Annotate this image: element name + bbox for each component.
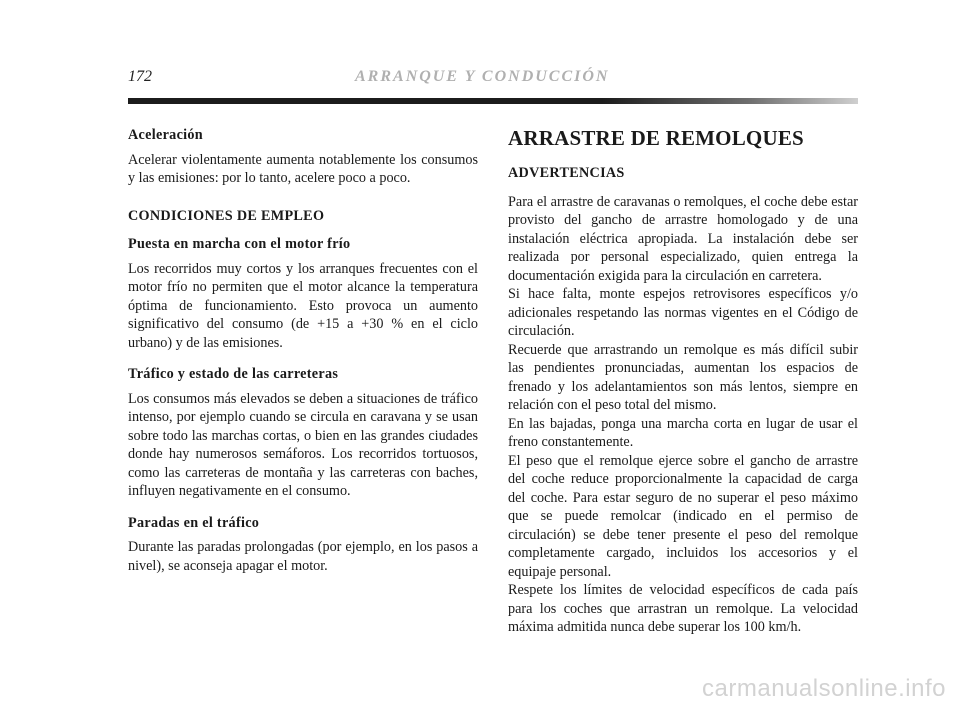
motor-frio-text: Los recorridos muy cortos y los arranques frecuentes con el motor frío no permiten que el motor alcance la temperatura óptima de funcionamiento. Esto provoca un aumento significativo del consumo (de +15 a +30 % en el ciclo urbano) y de las emisiones. xyxy=(128,260,478,351)
header-rule xyxy=(128,98,858,104)
paradas-heading: Paradas en el tráfico xyxy=(128,514,260,531)
paragraph: En las bajadas, ponga una marcha corta en lugar de usar el freno constantemente. xyxy=(508,415,858,450)
section-title: ARRASTRE DE REMOLQUES xyxy=(508,126,804,150)
paragraph: Si hace falta, monte espejos retrovisores específicos y/o adicionales respetando las normas vigentes en el Código de circulación. xyxy=(508,286,858,339)
left-column xyxy=(128,126,478,575)
aceleracion-heading: Aceleración xyxy=(128,127,203,143)
page-number: 172 xyxy=(128,68,152,85)
running-head: ARRANQUE Y CONDUCCIÓN xyxy=(355,68,610,85)
aceleracion-text: Acelerar violentamente aumenta notablemente los consumos y las emisiones: por lo tanto, acelere poco a poco. xyxy=(128,151,478,186)
watermark: carmanualsonline.info xyxy=(702,675,946,702)
right-column xyxy=(508,126,858,637)
paradas-text: Durante las paradas prolongadas (por ejemplo, en los pasos a nivel), se aconseja apagar el motor. xyxy=(128,539,478,574)
paragraph: Recuerde que arrastrando un remolque es más difícil subir las pendientes pronunciadas, aumentan los espacios de frenado y los adelantamientos son más lentos, siempre en relación con el peso total del mismo. xyxy=(508,341,858,413)
trafico-heading: Tráfico y estado de las carreteras xyxy=(128,366,339,382)
trafico-text: Los consumos más elevados se deben a situaciones de tráfico intenso, por ejemplo cuando se circula en caravana y se usan sobre todo las marchas cortas, o bien en las grandes ciudades donde hay numerosos semáforos. Los recorridos tortuosos, como las carreteras de montaña y las carreteras con baches, influyen negativamente en el consumo. xyxy=(128,390,478,499)
paragraph: Para el arrastre de caravanas o remolques, el coche debe estar provisto del gancho de arrastre homologado y de una instalación eléctrica apropiada. La instalación debe ser realizada por personal especializado, quien entrega la documentación exigida para la circulación en carretera. xyxy=(508,193,858,284)
condiciones-heading: CONDICIONES DE EMPLEO xyxy=(128,207,325,224)
advertencias-heading: ADVERTENCIAS xyxy=(508,165,625,181)
paragraph: Respete los límites de velocidad específicos de cada país para los coches que arrastran un remolque. La velocidad máxima admitida nunca debe superar los 100 km/h. xyxy=(508,582,858,635)
paragraph: El peso que el remolque ejerce sobre el gancho de arrastre del coche reduce proporcionalmente la capacidad de carga del coche. Para estar seguro de no superar el peso máximo que se puede remolcar (indicado en el permiso de circulación) se debe tener presente el peso del remolque completamente cargado, incluidos los accesorios y el equipaje personal. xyxy=(508,452,858,580)
motor-frio-heading: Puesta en marcha con el motor frío xyxy=(128,236,351,252)
